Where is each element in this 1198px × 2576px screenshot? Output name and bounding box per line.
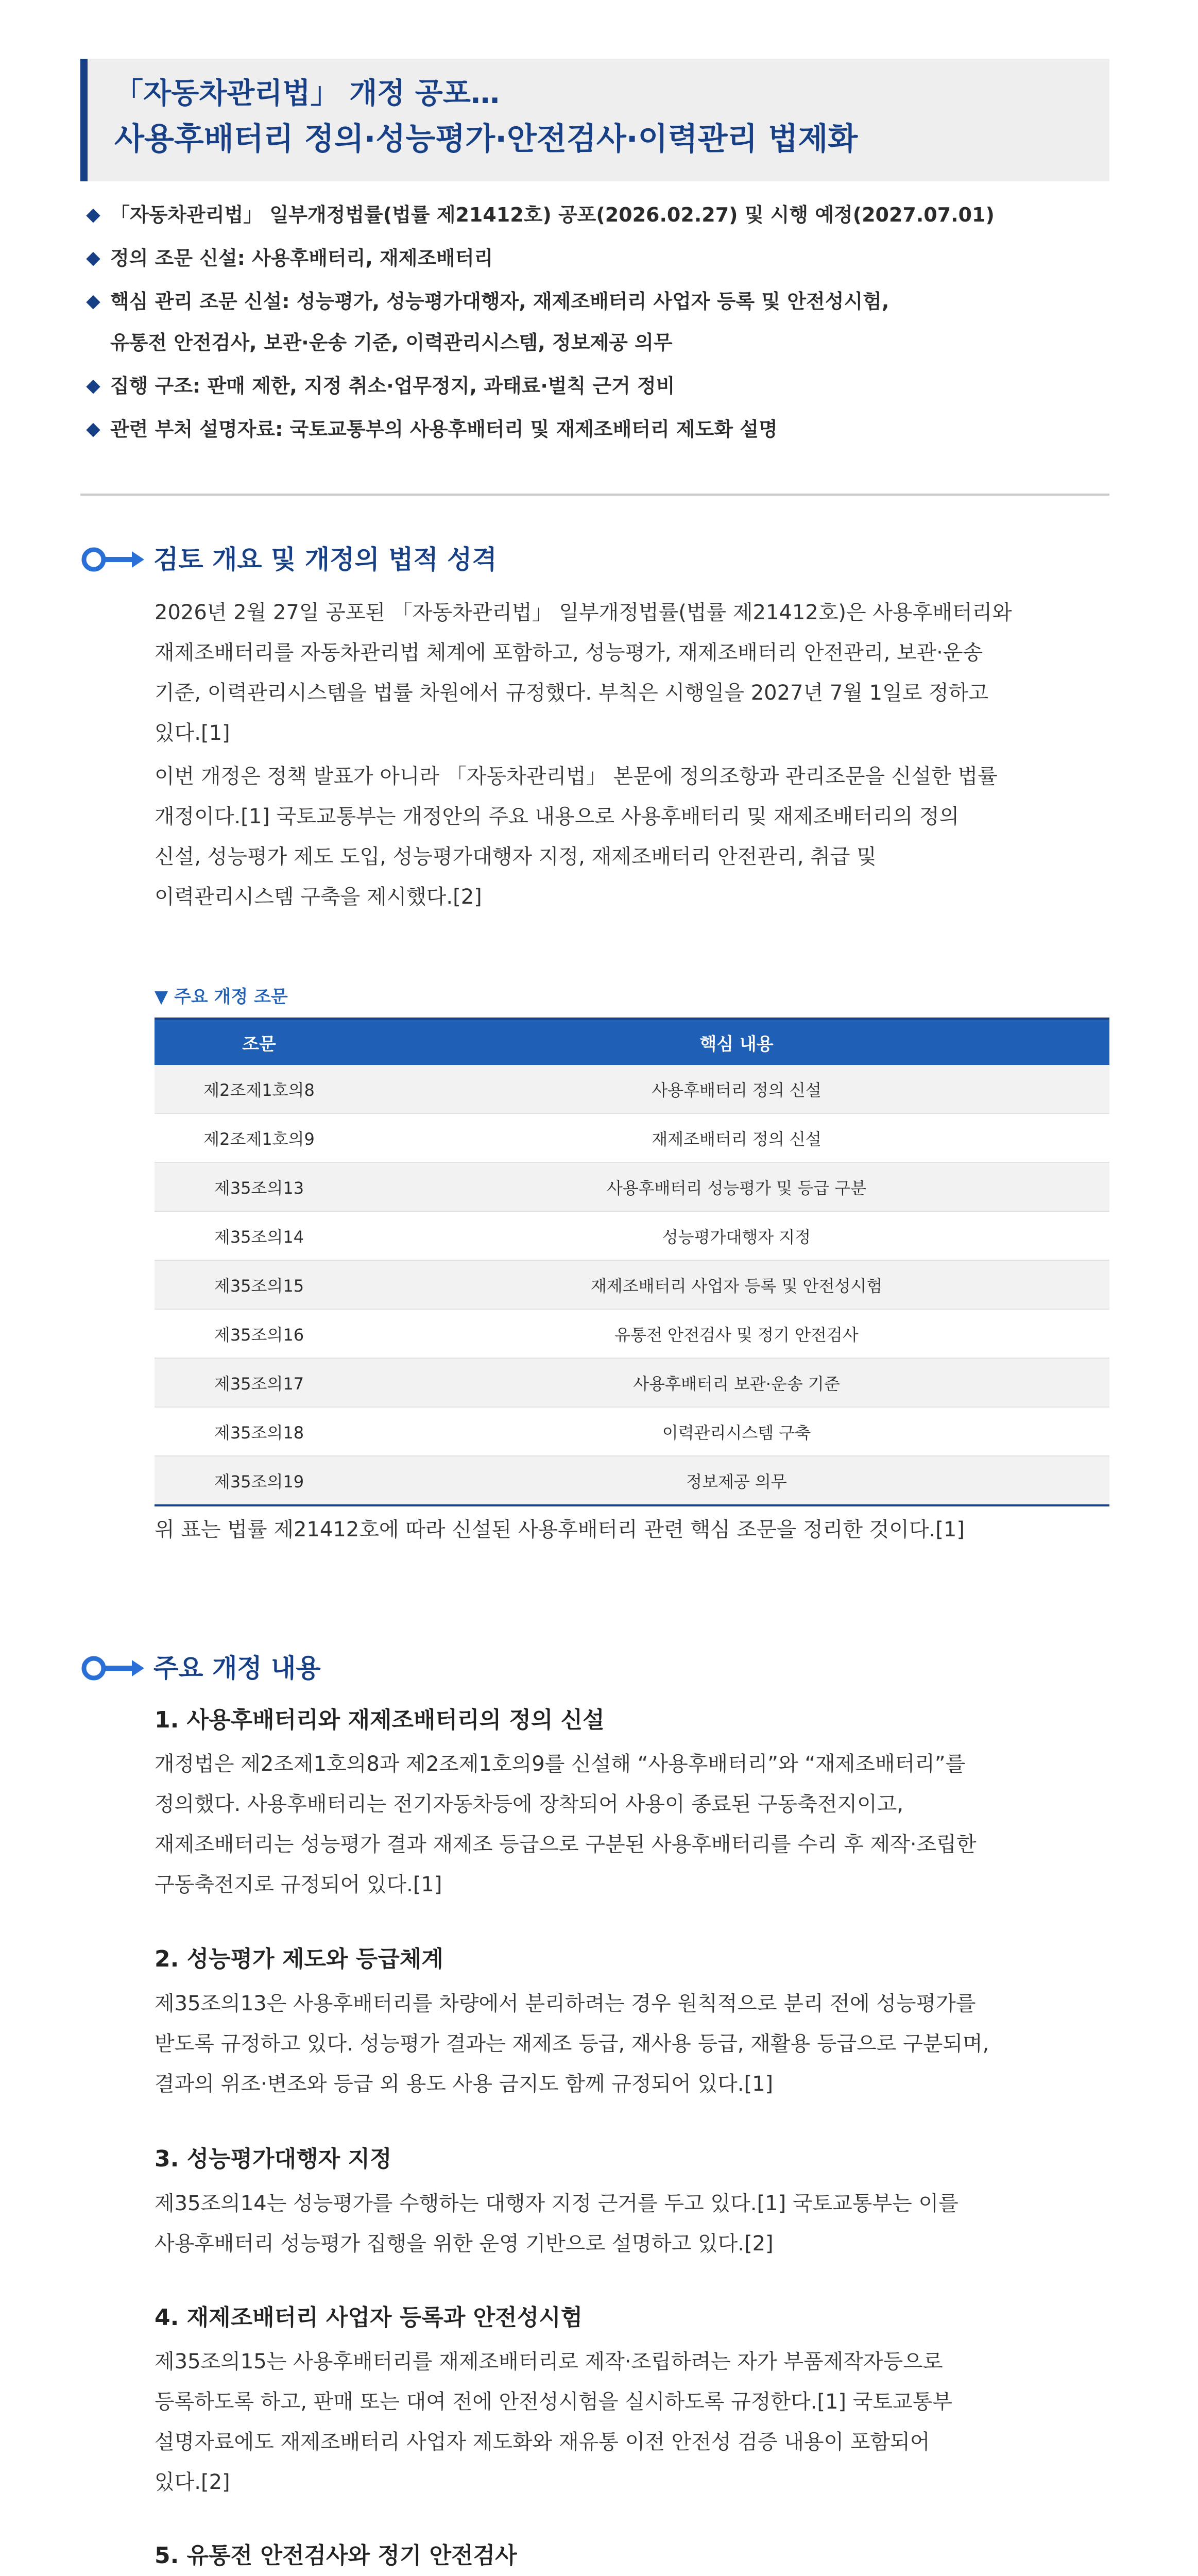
- title-line-2: 사용후배터리 정의·성능평가·안전검사·이력관리 법제화: [114, 121, 858, 157]
- table-row: [155, 1211, 1109, 1260]
- section-heading-overview: [80, 536, 1109, 582]
- diamond-bullet-icon: ◆: [86, 204, 100, 225]
- diamond-bullet-icon: ◆: [86, 418, 100, 439]
- item-heading: 2. 성능평가 제도와 등급체계: [155, 1946, 443, 1972]
- item-paragraph: 제35조의13은 사용후배터리를 차량에서 분리하려는 경우 원칙적으로 분리 전에 성능평가를 받도록 규정하고 있다. 성능평가 결과는 재제조 등급, 재사용 등급, 재활용 등급으로 구분되며, 결과의 위조·변조와 등급 외 용도 사용 금지도 함께 규정되어 있다.[1]: [155, 1992, 989, 2096]
- table-row: [155, 1113, 1109, 1162]
- section-title: 주요 개정 내용: [153, 1653, 321, 1683]
- content-cell: 이력관리시스템 구축: [364, 1407, 1109, 1456]
- item-paragraph: 개정법은 제2조제1호의8과 제2조제1호의9를 신설해 “사용후배터리”와 “재제조배터리”를 정의했다. 사용후배터리는 전기자동차등에 장착되어 사용이 종료된 구동축전지이고, 재제조배터리는 성능평가 결과 재제조 등급으로 구분된 사용후배터리를 수리 후 제작·조립한 구동축전지로 규정되어 있다.[1]: [155, 1752, 977, 1896]
- overview-paragraph-1: 2026년 2월 27일 공포된 「자동차관리법」 일부개정법률(법률 제21412호)은 사용후배터리와 재제조배터리를 자동차관리법 체계에 포함하고, 성능평가, 재제조배터리 안전관리, 보관·운송 기준, 이력관리시스템을 법률 차원에서 규정했다. 부칙은 시행일을 2027년 7월 1일로 정하고 있다.[1]: [155, 601, 1012, 745]
- content-cell: 사용후배터리 성능평가 및 등급 구분: [364, 1162, 1109, 1211]
- table-caption: ▼ 주요 개정 조문: [155, 987, 288, 1007]
- content-cell: 유통전 안전검사 및 정기 안전검사: [364, 1309, 1109, 1358]
- article-cell: 제35조의17: [155, 1358, 364, 1407]
- article-cell: 제35조의15: [155, 1260, 364, 1309]
- section-heading-main: [80, 1645, 1109, 1691]
- title-line-1: 「자동차관리법」 개정 공포…: [114, 77, 500, 110]
- title-box: [80, 59, 1109, 181]
- article-cell: 제35조의16: [155, 1309, 364, 1358]
- item-paragraph: 제35조의15는 사용후배터리를 재제조배터리로 제작·조립하려는 자가 부품제작자등으로 등록하도록 하고, 판매 또는 대여 전에 안전성시험을 실시하도록 규정한다.[1] 국토교통부 설명자료에도 재제조배터리 사업자 제도화와 재유통 이전 안전성 검증 내용이 포함되어 있다.[2]: [155, 2350, 952, 2494]
- table-row: [155, 1162, 1109, 1211]
- key-arrow-icon: [80, 545, 144, 574]
- table-note: 위 표는 법률 제21412호에 따라 신설된 사용후배터리 관련 핵심 조문을 정리한 것이다.[1]: [155, 1518, 965, 1541]
- item-heading: 4. 재제조배터리 사업자 등록과 안전성시험: [155, 2304, 583, 2331]
- article-cell: 제35조의18: [155, 1407, 364, 1456]
- table-row: [155, 1309, 1109, 1358]
- table-row: [155, 1065, 1109, 1113]
- article-cell: 제2조제1호의9: [155, 1113, 364, 1162]
- content-cell: 재제조배터리 사업자 등록 및 안전성시험: [364, 1260, 1109, 1309]
- article-cell: 제35조의14: [155, 1211, 364, 1260]
- content-cell: 정보제공 의무: [364, 1456, 1109, 1505]
- content-cell: 재제조배터리 정의 신설: [364, 1113, 1109, 1162]
- key-arrow-icon: [80, 1654, 144, 1683]
- content-cell: 성능평가대행자 지정: [364, 1211, 1109, 1260]
- table-row: [155, 1456, 1109, 1505]
- table-header-row: [155, 1019, 1109, 1065]
- summary-divider: [80, 494, 1109, 496]
- column-header: 조문: [155, 1019, 364, 1065]
- table-row: [155, 1260, 1109, 1309]
- item-heading: 3. 성능평가대행자 지정: [155, 2146, 392, 2172]
- diamond-bullet-icon: ◆: [86, 291, 100, 312]
- diamond-bullet-icon: ◆: [86, 247, 100, 268]
- content-cell: 사용후배터리 정의 신설: [364, 1065, 1109, 1113]
- table-row: [155, 1358, 1109, 1407]
- overview-paragraph-2: 이번 개정은 정책 발표가 아니라 「자동차관리법」 본문에 정의조항과 관리조문을 신설한 법률 개정이다.[1] 국토교통부는 개정안의 주요 내용으로 사용후배터리 및 재제조배터리의 정의 신설, 성능평가 제도 도입, 성능평가대행자 지정, 재제조배터리 안전관리, 취급 및 이력관리시스템 구축을 제시했다.[2]: [155, 765, 998, 909]
- item-paragraph: 제35조의14는 성능평가를 수행하는 대행자 지정 근거를 두고 있다.[1] 국토교통부는 이를 사용후배터리 성능평가 집행을 위한 운영 기반으로 설명하고 있다.[2]: [155, 2192, 959, 2256]
- section-title: 검토 개요 및 개정의 법적 성격: [153, 545, 497, 574]
- item-heading: 1. 사용후배터리와 재제조배터리의 정의 신설: [155, 1707, 605, 1733]
- articles-table: [155, 1018, 1109, 1506]
- item-heading: 5. 유통전 안전검사와 정기 안전검사: [155, 2543, 517, 2569]
- diamond-bullet-icon: ◆: [86, 375, 100, 396]
- article-cell: 제35조의19: [155, 1456, 364, 1505]
- content-cell: 사용후배터리 보관·운송 기준: [364, 1358, 1109, 1407]
- article-cell: 제35조의13: [155, 1162, 364, 1211]
- article-cell: 제2조제1호의8: [155, 1065, 364, 1113]
- table-row: [155, 1407, 1109, 1456]
- summary-list: ◆ 「자동차관리법」 일부개정법률(법률 제21412호) 공포(2026.02.27) 및 시행 예정(2027.07.01) ◆ 정의 조문 신설: 사용후배터리, 재제조배터리 ◆ 핵심 관리 조문 신설: 성능평가, 성능평가대행자, 재제조배터리 사업자 등록 및 안전성시험, 유통전 안전검사, 보관·운송 기준, 이력관리시스템, 정보제공 의무 ◆ 집행 구조: 판매 제한, 지정 취소·업무정지, 과태료·벌칙 근거 정비 ◆ 관련 부처 설명자료: 국토교통부의 사용후배터리 및 재제조배터리 제도화 설명: [80, 195, 1109, 506]
- column-header: 핵심 내용: [364, 1019, 1109, 1065]
